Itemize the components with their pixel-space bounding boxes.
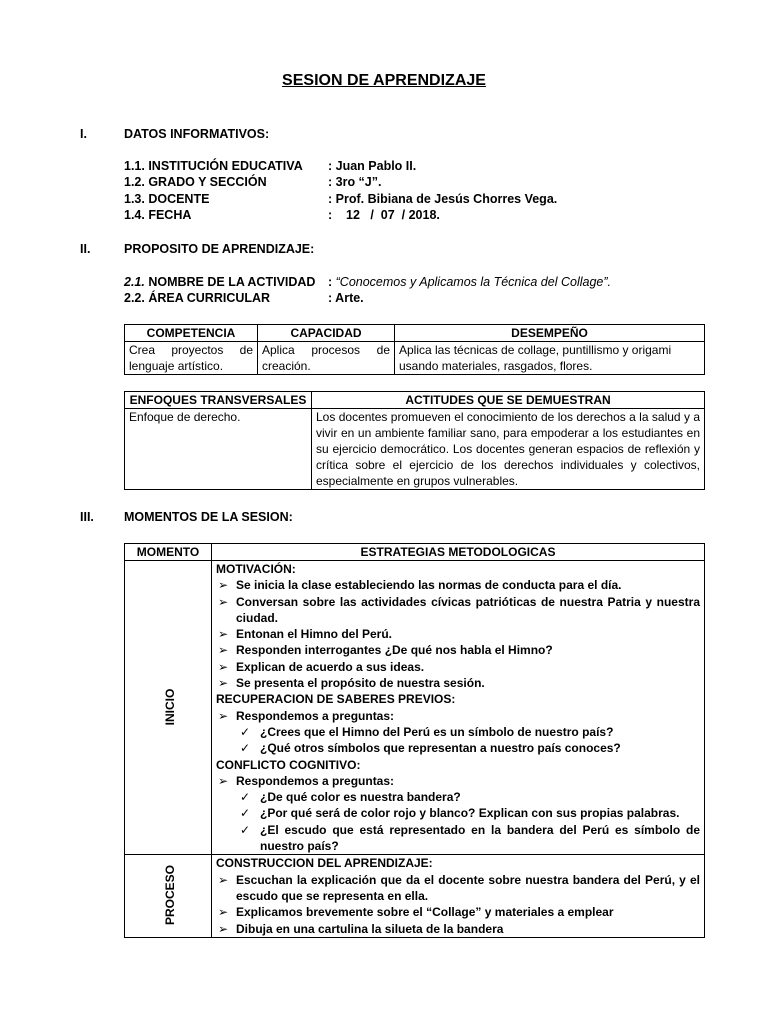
actividad-value-text: “Conocemos y Aplicamos la Técnica del Collage”.	[335, 275, 611, 289]
proceso-content	[212, 855, 705, 937]
actividad-number: 2.1.	[124, 275, 145, 289]
conflicto-checks	[216, 789, 700, 854]
list-item: ➢ Dibuja en una cartulina la silueta de la bandera	[216, 921, 700, 937]
check-item: ✓ ¿Crees que el Himno del Perú es un símbolo de nuestro país?	[216, 724, 700, 740]
list-item: ➢ Responden interrogantes ¿De qué nos habla el Himno?	[216, 642, 700, 658]
section-1-number: I.	[80, 127, 87, 141]
actitudes-cell: Los docentes promueven el conocimiento de los derechos a la salud y a vivir en un ambiente familiar sano, para empoderar a los estudiantes en su ejercicio democrático. Los docentes generan espacios de reflexión y crítica sobre el ejercicio de los derechos individuales y colectivos, especialmente en grupos vulnerables.	[312, 409, 705, 490]
capacidad-cell: Aplica procesos de creación.	[258, 342, 395, 375]
construccion-list	[216, 872, 700, 937]
fecha-label: 1.4. FECHA	[124, 208, 192, 222]
section-3-number: III.	[80, 510, 94, 524]
saberes-checks	[216, 724, 700, 757]
list-item: ➢ Escuchan la explicación que da el docente sobre nuestra bandera del Perú, y el escudo que se representa en ella.	[216, 872, 700, 905]
desempeno-header: DESEMPEÑO	[395, 325, 705, 342]
momento-header: MOMENTO	[125, 544, 212, 561]
area-value: : Arte.	[328, 291, 364, 305]
check-item: ✓ ¿Qué otros símbolos que representan a nuestro país conoces?	[216, 740, 700, 756]
fecha-value: : 12 / 07 / 2018.	[328, 208, 440, 222]
section-1-title: DATOS INFORMATIVOS:	[124, 127, 270, 141]
actividad-label-text: NOMBRE DE LA ACTIVIDAD	[144, 275, 316, 289]
list-item: ➢ Respondemos a preguntas:	[216, 708, 700, 724]
inicio-cell	[125, 561, 212, 855]
proceso-cell	[125, 855, 212, 937]
section-3-title: MOMENTOS DE LA SESION:	[124, 510, 293, 524]
list-item: ➢ Se presenta el propósito de nuestra sesión.	[216, 675, 700, 691]
document-title: SESION DE APRENDIZAJE	[282, 72, 486, 89]
proceso-label: PROCESO	[163, 865, 177, 926]
enfoques-table	[124, 391, 705, 490]
docente-label: 1.3. DOCENTE	[124, 192, 210, 206]
section-2-title: PROPOSITO DE APRENDIZAJE:	[124, 242, 315, 256]
institucion-label: 1.1. INSTITUCIÓN EDUCATIVA	[124, 159, 303, 173]
actividad-value	[328, 275, 611, 289]
grado-value: : 3ro “J”.	[328, 175, 382, 189]
saberes-heading: RECUPERACION DE SABERES PREVIOS:	[216, 692, 456, 707]
saberes-list	[216, 708, 700, 724]
conflicto-list	[216, 773, 700, 789]
list-item: ➢ Entonan el Himno del Perú.	[216, 626, 700, 642]
capacidad-header: CAPACIDAD	[258, 325, 395, 342]
desempeno-cell: Aplica las técnicas de collage, puntillismo y origami usando materiales, rasgados, flores.	[395, 342, 705, 375]
list-item: ➢ Respondemos a preguntas:	[216, 773, 700, 789]
inicio-content	[212, 561, 705, 855]
competencia-cell: Crea proyectos de lenguaje artístico.	[125, 342, 258, 375]
enfoques-header: ENFOQUES TRANSVERSALES	[125, 392, 312, 409]
competencia-table	[124, 324, 705, 375]
list-item: ➢ Se inicia la clase estableciendo las normas de conducta para el día.	[216, 577, 700, 593]
list-item: ➢ Explicamos brevemente sobre el “Collage” y materiales a emplear	[216, 904, 700, 920]
motivacion-heading: MOTIVACIÓN:	[216, 562, 296, 576]
grado-label: 1.2. GRADO Y SECCIÓN	[124, 175, 267, 189]
actitudes-header: ACTITUDES QUE SE DEMUESTRAN	[312, 392, 705, 409]
list-item: ➢ Explican de acuerdo a sus ideas.	[216, 659, 700, 675]
check-item: ✓ ¿El escudo que está representado en la bandera del Perú es símbolo de nuestro país?	[216, 822, 700, 855]
actividad-label	[124, 275, 315, 289]
competencia-header: COMPETENCIA	[125, 325, 258, 342]
motivacion-list	[216, 577, 700, 691]
construccion-heading: CONSTRUCCION DEL APRENDIZAJE:	[216, 856, 433, 871]
check-item: ✓ ¿De qué color es nuestra bandera?	[216, 789, 700, 805]
momentos-table	[124, 543, 705, 938]
check-item: ✓ ¿Por qué será de color rojo y blanco? Explican con sus propias palabras.	[216, 805, 700, 821]
list-item: ➢ Conversan sobre las actividades cívicas patrióticas de nuestra Patria y nuestra ciudad.	[216, 594, 700, 627]
docente-value: : Prof. Bibiana de Jesús Chorres Vega.	[328, 192, 558, 206]
enfoque-cell: Enfoque de derecho.	[125, 409, 312, 490]
actividad-value-prefix: :	[328, 275, 336, 289]
institucion-value: : Juan Pablo II.	[328, 159, 417, 173]
estrategias-header: ESTRATEGIAS METODOLOGICAS	[212, 544, 705, 561]
area-label: 2.2. ÁREA CURRICULAR	[124, 291, 271, 305]
inicio-label: INICIO	[163, 688, 177, 726]
conflicto-heading: CONFLICTO COGNITIVO:	[216, 757, 361, 772]
section-2-number: II.	[80, 242, 91, 256]
